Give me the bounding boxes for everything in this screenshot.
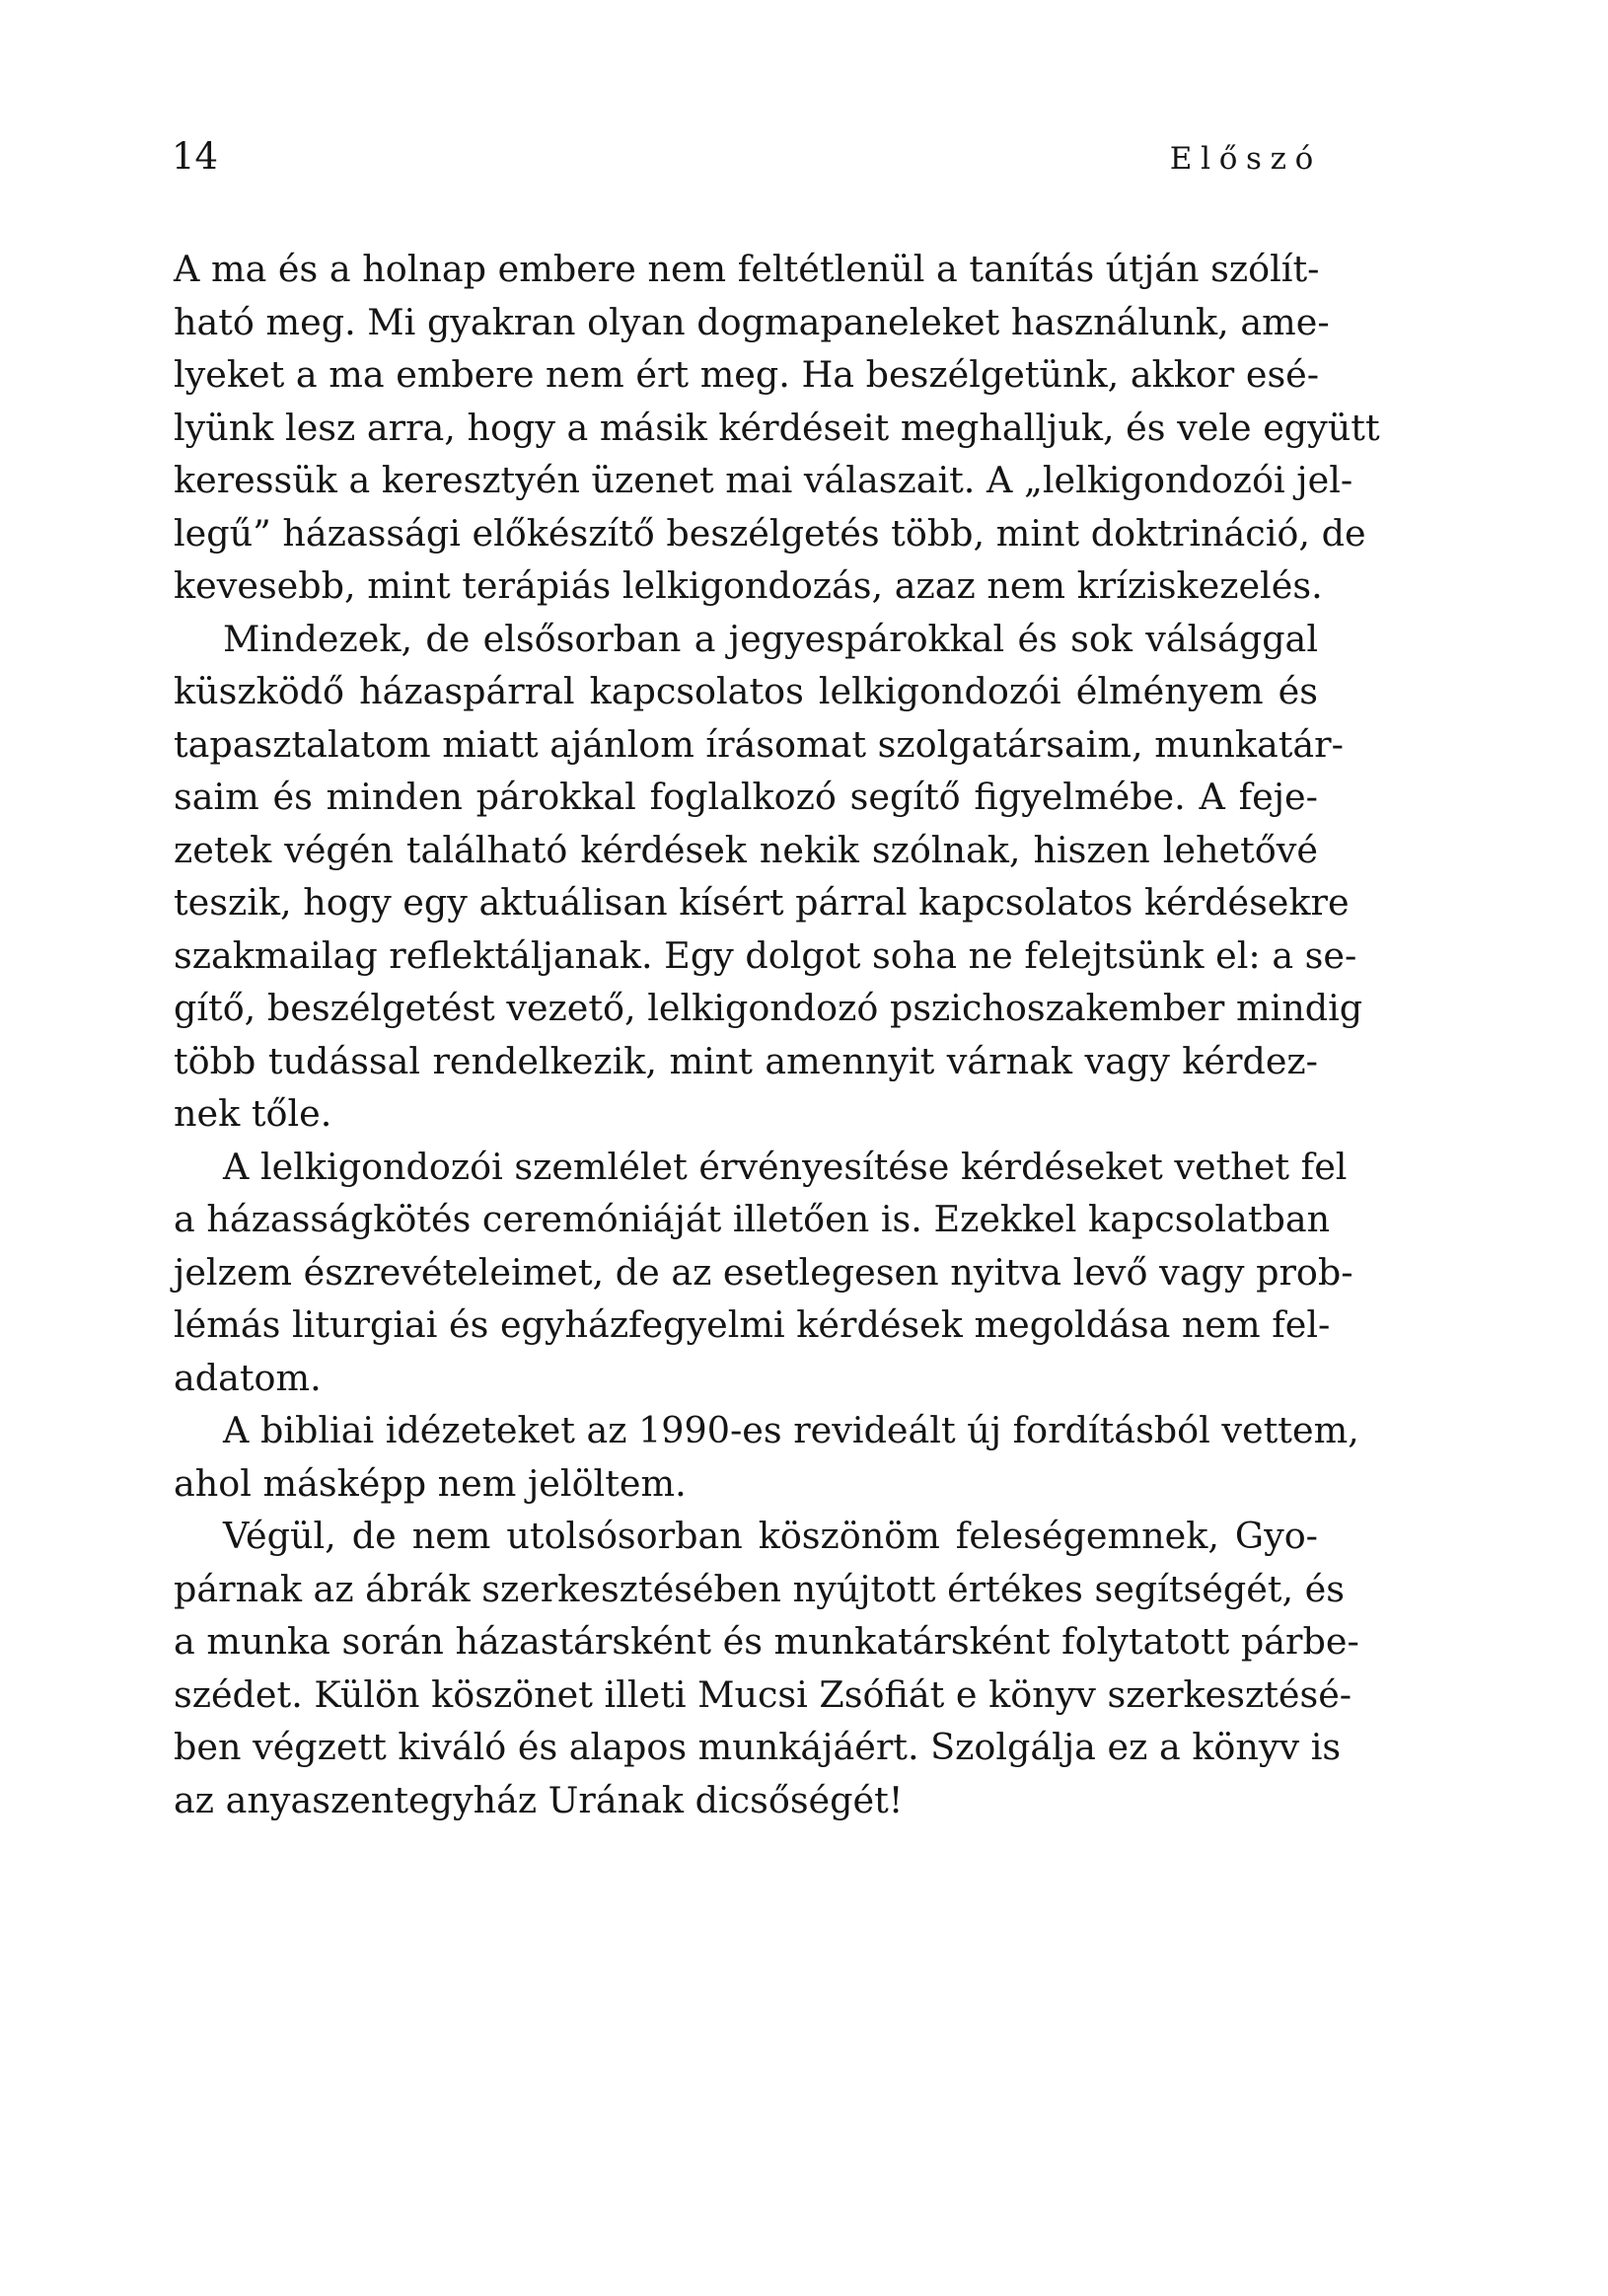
text-line: saim és minden párokkal foglalkozó segítő figyelmébe. A feje- — [174, 776, 1318, 818]
text-line: szakmailag reflektáljanak. Egy dolgot soha ne felejtsünk el: a se- — [174, 933, 1357, 977]
text-line: párnak az ábrák szerkesztésében nyújtott értékes segítségét, és — [174, 1567, 1346, 1610]
text-line: a munka során házastársként és munkatársként folytatott párbe- — [174, 1620, 1359, 1663]
paragraph — [174, 1141, 1353, 1405]
paragraph — [174, 1404, 1359, 1510]
text-line: A ma és a holnap embere nem feltétlenül a tanítás útján szólít- — [174, 248, 1320, 290]
text-line: A bibliai idézeteket az 1990-es revideált új fordításból vettem, — [223, 1409, 1359, 1451]
paragraph — [174, 243, 1380, 613]
text-line: keressük a keresztyén üzenet mai válaszait. A „lelkigondozói jel- — [174, 459, 1353, 501]
text-line: ahol másképp nem jelöltem. — [174, 1461, 687, 1505]
text-line: jelzem észrevételeimet, de az esetlegesen nyitva levő vagy prob- — [174, 1250, 1353, 1294]
text-line: nek tőle. — [174, 1092, 332, 1135]
running-head: Előszó — [1169, 141, 1322, 177]
text-line: tapasztalatom miatt ajánlom írásomat szolgatársaim, munkatár- — [174, 722, 1344, 766]
text-line: A lelkigondozói szemlélet érvényesítése kérdéseket vethet fel — [223, 1145, 1348, 1188]
text-line: több tudással rendelkezik, mint amennyit várnak vagy kérdez- — [174, 1039, 1318, 1082]
text-line: lyeket a ma embere nem ért meg. Ha beszélgetünk, akkor esé- — [174, 353, 1320, 396]
text-line: a házasságkötés ceremóniáját illetően is. Ezekkel kapcsolatban — [174, 1198, 1331, 1240]
text-line: ben végzett kiváló és alapos munkájáért. Szolgálja ez a könyv is — [174, 1726, 1342, 1768]
text-line: gítő, beszélgetést vezető, lelkigondozó pszichoszakember mindig — [174, 987, 1363, 1029]
body-text — [174, 243, 1380, 1826]
text-line: adatom. — [174, 1356, 322, 1399]
page-number: 14 — [172, 135, 219, 178]
text-line: legű” házassági előkészítő beszélgetés több, mint doktrináció, de — [174, 511, 1366, 555]
text-line: lémás liturgiai és egyházfegyelmi kérdések megoldása nem fel- — [174, 1303, 1331, 1346]
text-line: ható meg. Mi gyakran olyan dogmapaneleket használunk, ame- — [174, 300, 1330, 343]
text-line: teszik, hogy egy aktuálisan kísért párral kapcsolatos kérdésekre — [174, 881, 1350, 924]
text-line: küszködő házaspárral kapcsolatos lelkigondozói élményem és — [174, 670, 1318, 712]
text-line: kevesebb, mint terápiás lelkigondozás, azaz nem kríziskezelés. — [174, 564, 1323, 607]
text-line: Mindezek, de elsősorban a jegyespárokkal és sok válsággal — [223, 617, 1318, 660]
text-line: zetek végén található kérdések nekik szólnak, hiszen lehetővé — [174, 828, 1318, 871]
text-line: Végül, de nem utolsósorban köszönöm feleségemnek, Gyo- — [223, 1515, 1318, 1557]
text-line: szédet. Külön köszönet illeti Mucsi Zsófiát e könyv szerkesztésé- — [174, 1672, 1352, 1716]
paragraph — [174, 1510, 1359, 1826]
paragraph — [174, 613, 1363, 1141]
text-line: az anyaszentegyház Urának dicsőségét! — [174, 1778, 904, 1821]
text-line: lyünk lesz arra, hogy a másik kérdéseit meghalljuk, és vele együtt — [174, 406, 1380, 449]
